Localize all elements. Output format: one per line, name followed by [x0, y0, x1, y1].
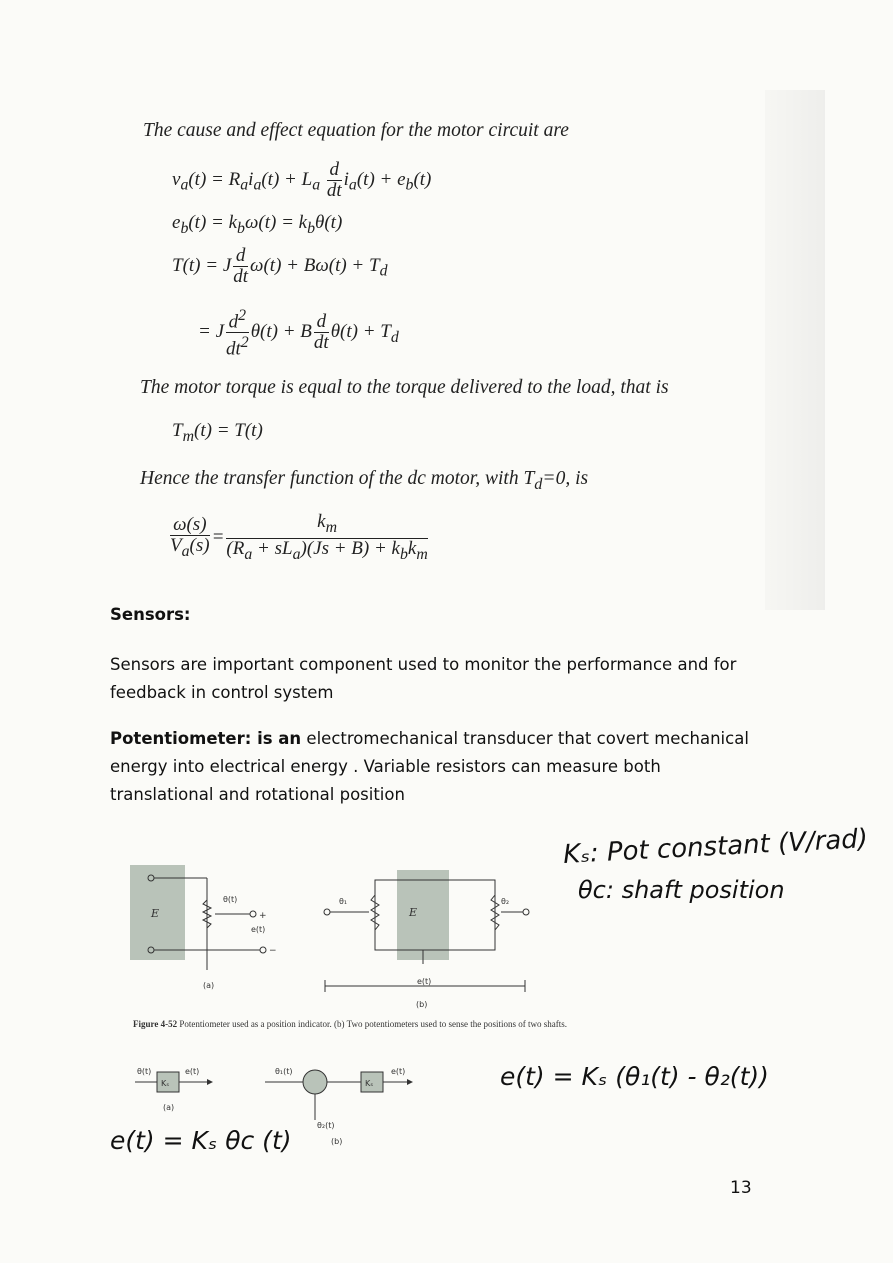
potentiometer-paragraph [110, 725, 755, 809]
terminal-b1 [324, 909, 330, 915]
hence-text: Hence the transfer function of the dc motor, with $T_d=0$, is [140, 468, 589, 493]
sensors-paragraph: Sensors are important component used to monitor the performance and for feedback in control system [110, 655, 737, 702]
label-a: (a) [203, 981, 215, 990]
block-b-input1: θ₁(t) [275, 1067, 293, 1076]
block-a-output: e(t) [185, 1067, 200, 1076]
terminal-plus-a [250, 911, 256, 917]
motor-torque-text: The motor torque is equal to the torque delivered to the load, that is [140, 377, 669, 398]
theta1-label: θ₁ [339, 897, 348, 906]
theta2-label: θ₂ [501, 897, 510, 906]
output-label-a: e(t) [251, 925, 266, 934]
potentiometer-figure [125, 860, 545, 1000]
battery-label-b: E [409, 906, 418, 919]
handwritten-error-single: e(t) = Kₛ θc (t) [110, 1126, 292, 1155]
equation-torque: T(t) = J $\frac{d}{dt}$ $\omega(t) + B\omega(t) + T_d$ [172, 245, 388, 287]
block-a-ks-label: Kₛ [161, 1079, 170, 1088]
block-b-summing-junction [303, 1070, 327, 1094]
scan-shadow [765, 90, 825, 610]
output-label-b: e(t) [417, 977, 432, 986]
battery-label-a: E [151, 907, 160, 920]
battery-shaded-box-b [397, 870, 449, 960]
block-a-input: θ(t) [137, 1067, 152, 1076]
page-number: 13 [730, 1178, 752, 1198]
block-b-label: (b) [331, 1137, 343, 1146]
intro-text: The cause and effect equation for the motor circuit are [143, 120, 569, 141]
block-a-arrowhead [207, 1079, 213, 1085]
equation-tm: $T_m(t) = T(t)$ [172, 420, 263, 445]
sensors-heading: Sensors: [110, 605, 191, 624]
equation-torque-second: = J $\frac{d^2}{dt^2}$ θ(t) + B $\frac{d}{dt}$ $\theta(t) + T_d$ [198, 307, 399, 360]
block-b-input2: θ₂(t) [317, 1121, 335, 1130]
label-b: (b) [416, 1000, 428, 1009]
block-a-label: (a) [163, 1103, 175, 1112]
potentiometer-term: Potentiometer: is an [110, 729, 302, 748]
figure-caption [133, 1018, 633, 1031]
handwritten-error-equation: e(t) = Kₛ (θ₁(t) - θ₂(t)) [500, 1062, 769, 1091]
figure-caption-text: Potentiometer used as a position indicator. (b) Two potentiometers used to sense the positions of two shafts. [179, 1019, 567, 1029]
equation-eb: $e_b(t) = k_b\omega(t) = k_b\theta(t)$ [172, 212, 343, 237]
figure-caption-number: Figure 4-52 [133, 1019, 178, 1029]
potentiometer-definition: electromechanical transducer that covert mechanical energy into electrical energy . Variable resistors can measure both translational and rotational position [110, 729, 749, 804]
equation-transfer-function: $\frac{\omega(s)}{V_a(s)}$ = $\frac{k_m}{(R_a + sL_a)(Js + B) + k_bk_m}$ [170, 511, 428, 563]
terminal-b2 [523, 909, 529, 915]
terminal-minus-a [260, 947, 266, 953]
minus-sign-a: − [269, 946, 277, 956]
plus-sign-a: + [259, 911, 267, 921]
handwritten-theta-note: θc: shaft position [578, 876, 785, 904]
theta-label-a: θ(t) [223, 895, 238, 904]
block-diagrams [135, 1060, 435, 1160]
equation-va: $v_a(t) = R_ai_a(t) + L_a$ $\frac{d}{dt}$ $i_a(t) + e_b(t)$ [172, 159, 432, 201]
block-b-ks-label: Kₛ [365, 1079, 374, 1088]
block-b-output: e(t) [391, 1067, 406, 1076]
block-b-arrowhead [407, 1079, 413, 1085]
handwritten-ks-note: Kₛ: Pot constant (V/rad) [562, 824, 869, 870]
